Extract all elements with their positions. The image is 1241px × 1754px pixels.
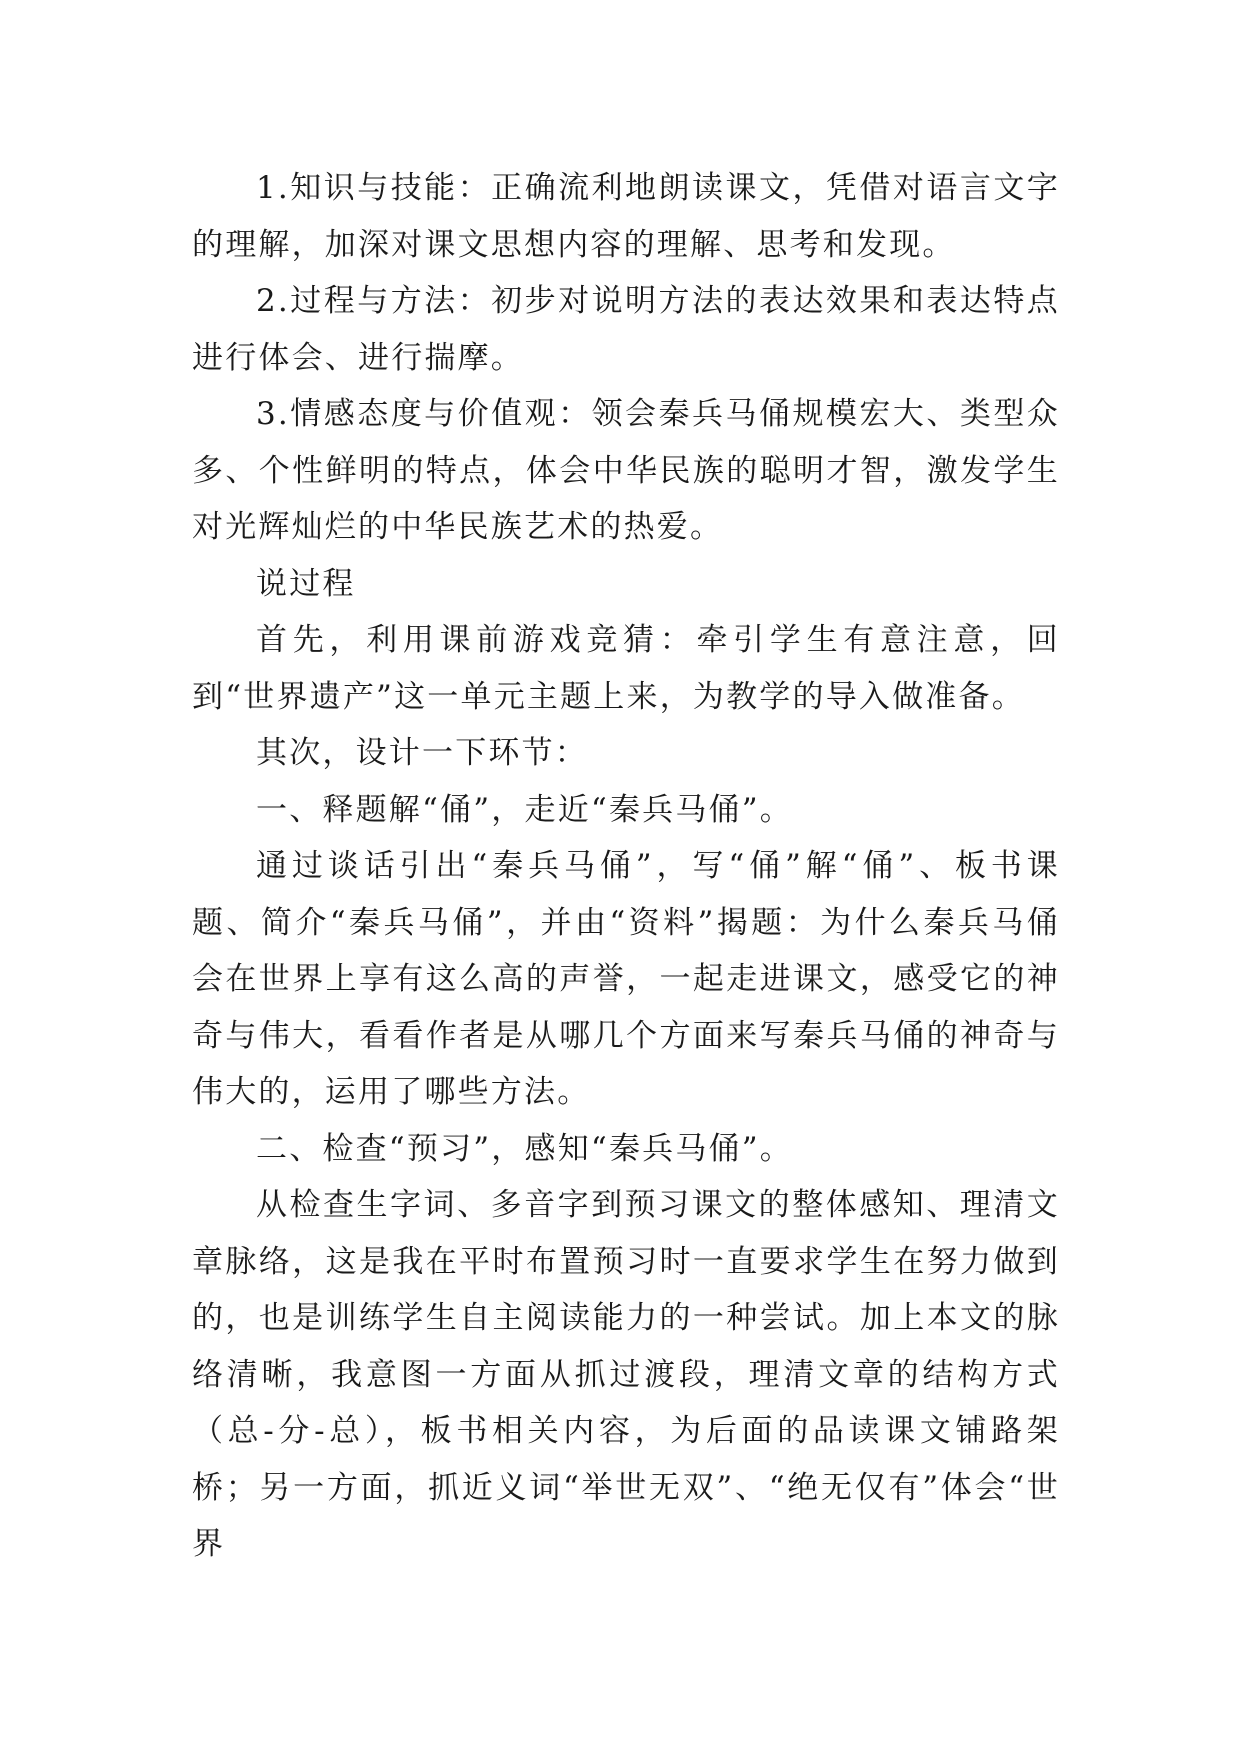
paragraph-goal-knowledge: 1.知识与技能：正确流利地朗读课文，凭借对语言文字的理解，加深对课文思想内容的理解、思考和发现。 — [192, 170, 1060, 263]
paragraph-goal-emotion: 3.情感态度与价值观：领会秦兵马俑规模宏大、类型众多、个性鲜明的特点，体会中华民族的聪明才智，激发学生对光辉灿烂的中华民族艺术的热爱。 — [192, 396, 1060, 545]
section-heading-process: 说过程 — [256, 565, 356, 602]
paragraph-goal-process: 2.过程与方法：初步对说明方法的表达效果和表达特点进行体会、进行揣摩。 — [192, 283, 1060, 376]
step-heading-two: 二、检查“预习”，感知“秦兵马俑”。 — [256, 1130, 793, 1167]
paragraph-first: 首先，利用课前游戏竞猜：牵引学生有意注意，回到“世界遗产”这一单元主题上来，为教学的导入做准备。 — [192, 622, 1060, 715]
document-body — [192, 160, 1060, 1573]
paragraph-second: 其次，设计一下环节： — [256, 735, 588, 771]
step-heading-one: 一、释题解“俑”，走近“秦兵马俑”。 — [256, 791, 793, 828]
paragraph-step-one: 通过谈话引出“秦兵马俑”，写“俑”解“俑”、板书课题、简介“秦兵马俑”，并由“资料”揭题：为什么秦兵马俑会在世界上享有这么高的声誉，一起走进课文，感受它的神奇与伟大，看看作者是从哪几个方面来写秦兵马俑的神奇与伟大的，运用了哪些方法。 — [192, 848, 1060, 1110]
paragraph-step-two: 从检查生字词、多音字到预习课文的整体感知、理清文章脉络，这是我在平时布置预习时一直要求学生在努力做到的，也是训练学生自主阅读能力的一种尝试。加上本文的脉络清晰，我意图一方面从抓过渡段，理清文章的结构方式（总-分-总），板书相关内容，为后面的品读课文铺路架桥；另一方面，抓近义词“举世无双”、“绝无仅有”体会“世界 — [192, 1187, 1060, 1562]
